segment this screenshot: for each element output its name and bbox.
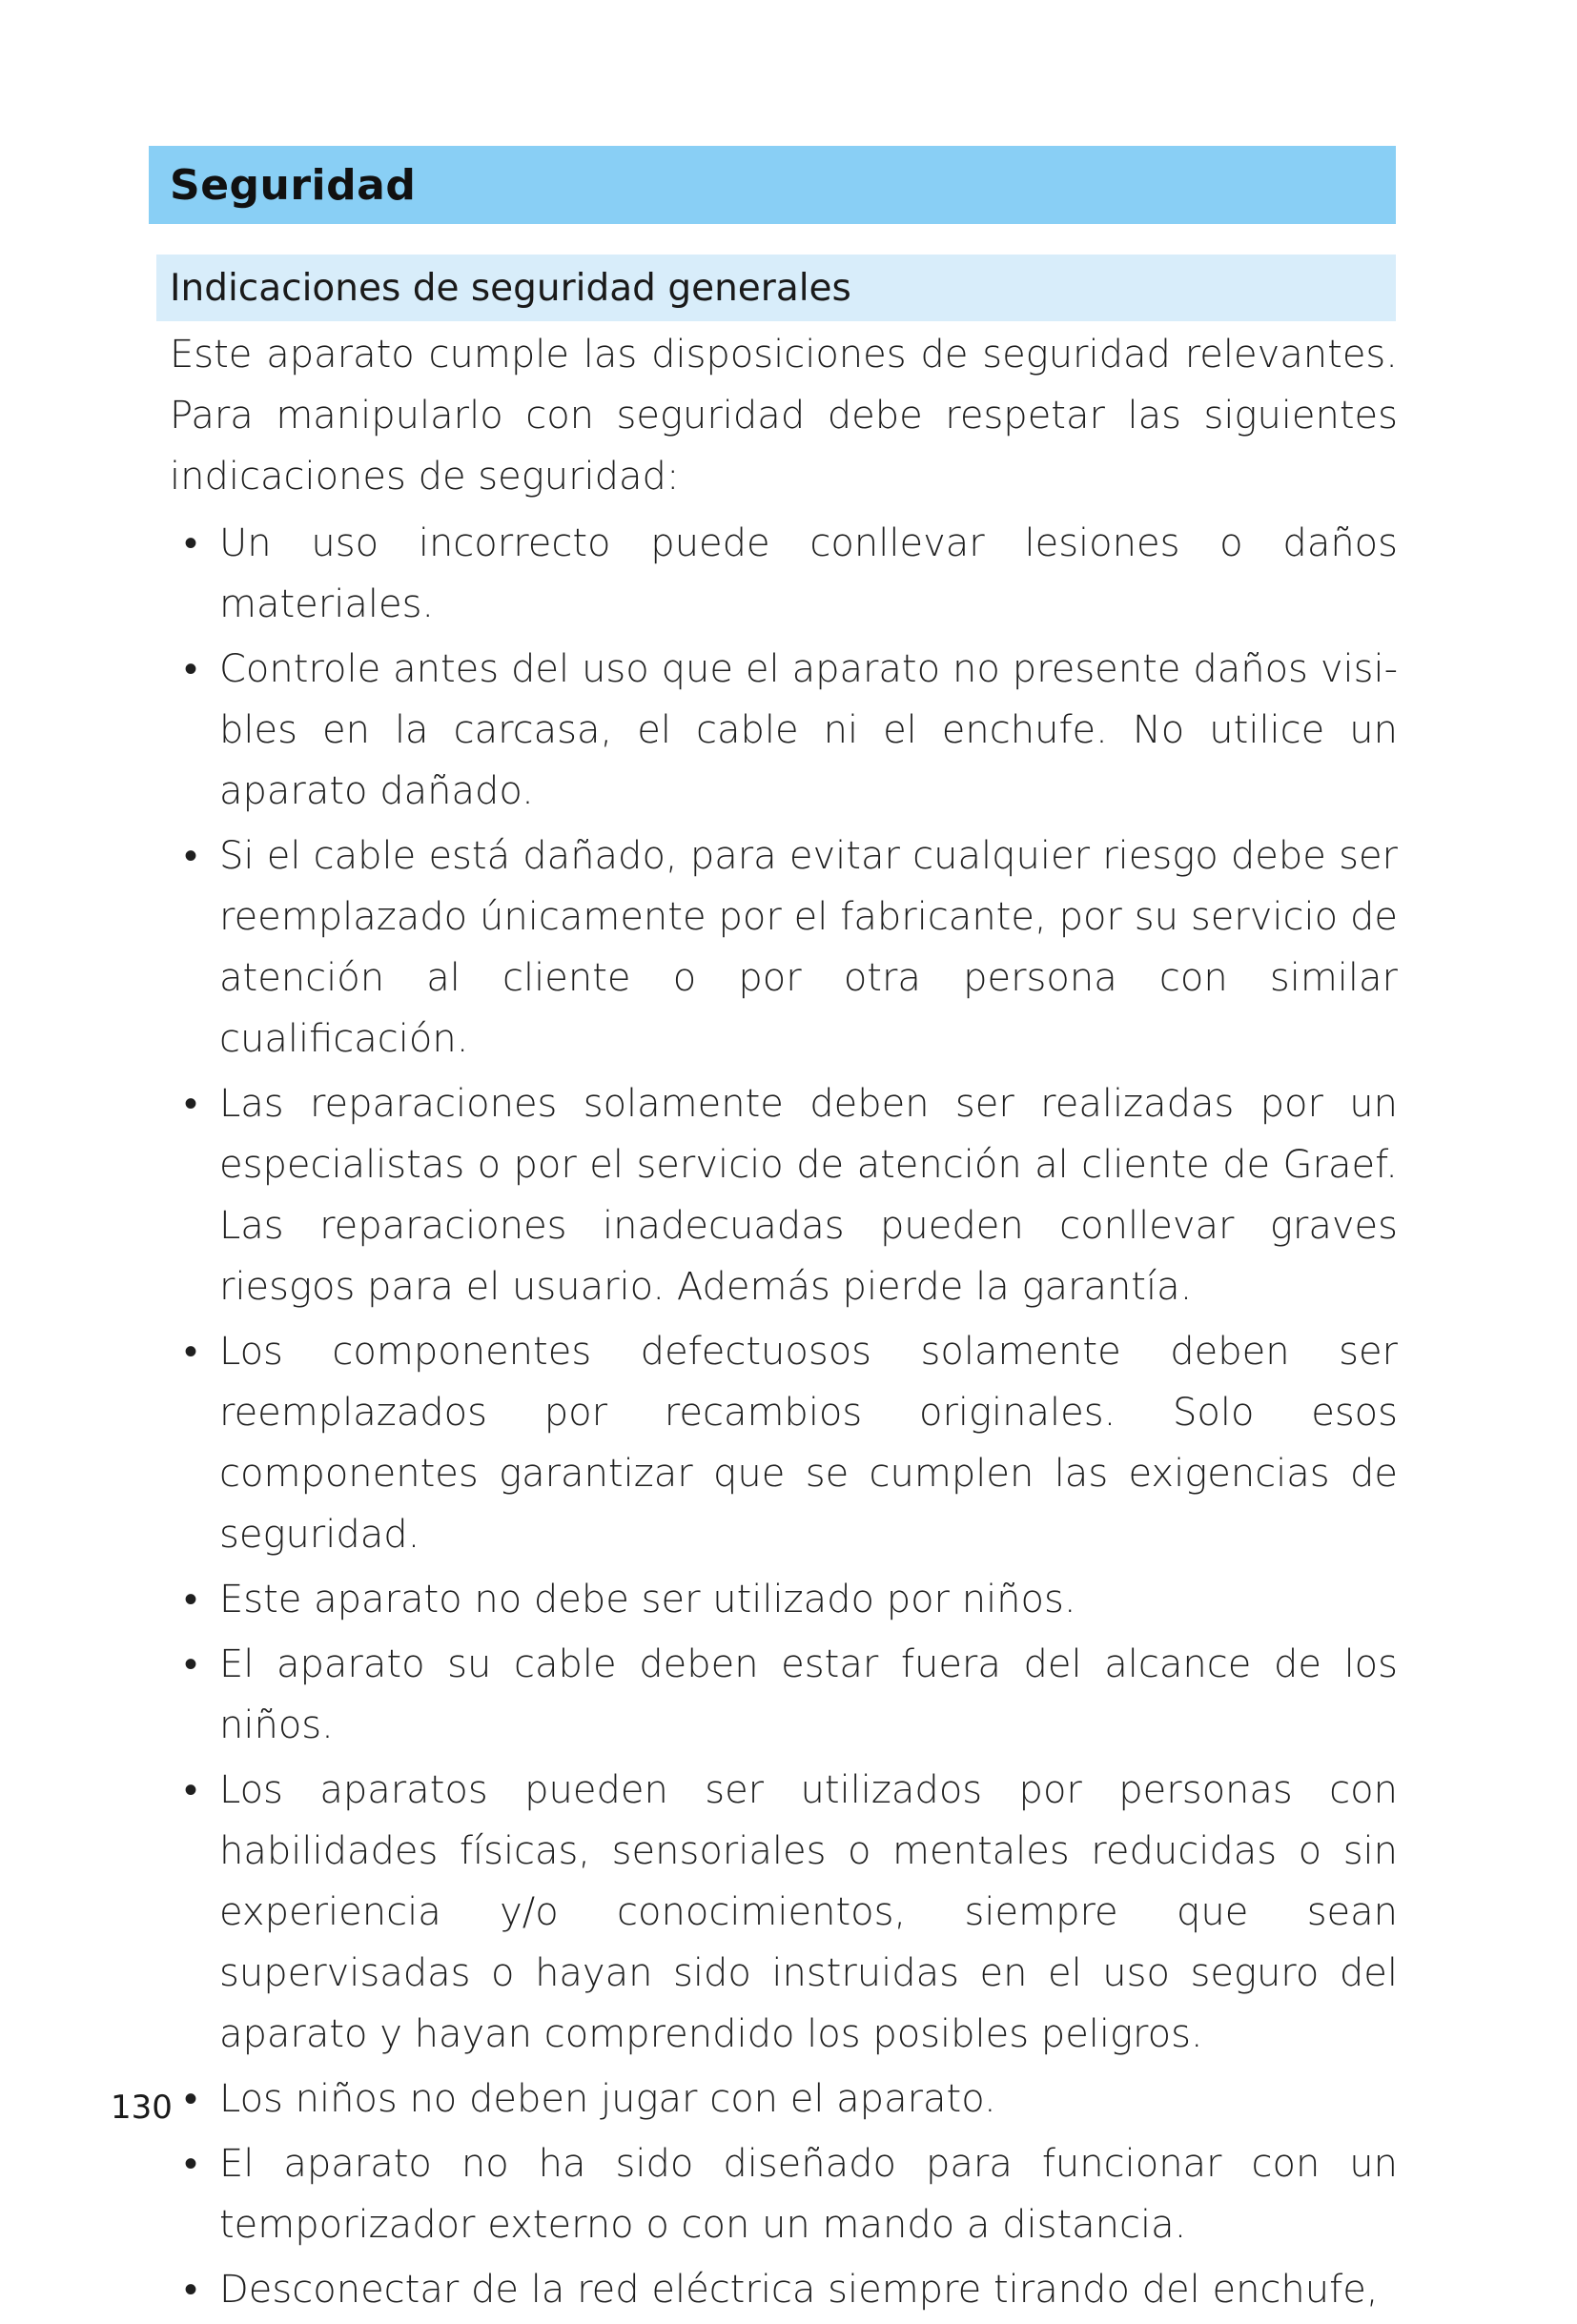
bullet-icon: • [183, 2077, 197, 2121]
subsection-title: Indicaciones de seguridad generales [170, 266, 851, 310]
list-item [170, 1634, 1398, 1756]
bullet-icon: • [183, 1082, 197, 1126]
page-number: 130 [111, 2089, 173, 2127]
list-item-text: Si el cable está dañado, para evitar cualquier riesgo debe ser reemplazado únicamente por el fabricante, por su servicio de atención al cliente o por otra persona con similar cualificación. [219, 834, 1398, 1061]
list-item-text: Un uso incorrecto puede conllevar lesiones o daños materiales. [219, 521, 1398, 626]
bullet-icon: • [183, 2268, 197, 2312]
list-item-text: Controle antes del uso que el aparato no presente daños visibles en la carcasa, el cable ni el enchufe. No utilice un aparato dañado. [219, 647, 1398, 813]
list-item [170, 1760, 1398, 2065]
bullet-icon: • [183, 647, 197, 691]
list-item [170, 2133, 1398, 2255]
list-item-text: El aparato no ha sido diseñado para funcionar con un temporizador externo o con un mando a distancia. [219, 2142, 1398, 2247]
list-item [170, 1073, 1398, 1317]
bullet-icon: • [183, 1768, 197, 1812]
list-item [170, 1321, 1398, 1565]
bullet-icon: • [183, 2142, 197, 2186]
section-title: Seguridad [170, 160, 417, 210]
list-item [170, 2069, 1398, 2130]
list-item-text: El aparato su cable deben estar fuera del alcance de los niños. [219, 1642, 1398, 1747]
list-item-text: Los aparatos pueden ser utilizados por personas con habilidades físicas, sensoriales o mentales reducidas o sin experiencia y/o conocimientos, siempre que sean supervisadas o hayan sido instruidas en el uso seguro del aparato y hayan comprendido los posibles peligros. [219, 1768, 1398, 2056]
list-item-text: Los niños no deben jugar con el aparato. [219, 2077, 996, 2121]
list-item [170, 2259, 1398, 2320]
subsection-header [156, 255, 1396, 321]
list-item-text: Desconectar de la red eléctrica siempre tirando del enchufe, [219, 2268, 1379, 2312]
list-item [170, 513, 1398, 635]
section-header [149, 146, 1396, 224]
bullet-icon: • [183, 1642, 197, 1686]
list-item-text: Este aparato no debe ser utilizado por niños. [219, 1578, 1076, 1621]
bullet-icon: • [183, 1578, 197, 1621]
list-item-text: Los componentes defectuosos solamente deben ser reemplazados por recambios originales. Solo esos componentes garantizar que se cumplen las exigencias de seguridad. [219, 1330, 1398, 1557]
list-item [170, 826, 1398, 1070]
bullet-icon: • [183, 521, 197, 565]
intro-paragraph: Este aparato cumple las disposiciones de seguridad relevantes. Para manipularlo con seguridad debe respetar las siguientes indicaciones de seguridad: [170, 333, 1398, 499]
bullet-icon: • [183, 1330, 197, 1374]
bullet-icon: • [183, 834, 197, 878]
list-item-text: Las reparaciones solamente deben ser realizadas por un especialistas o por el servicio de atención al cliente de Graef. Las reparaciones inadecuadas pueden conllevar graves riesgos para el usuario. Además pierde la garantía. [219, 1082, 1398, 1309]
list-item [170, 639, 1398, 822]
safety-list [170, 513, 1398, 2320]
safety-content [170, 324, 1398, 2324]
list-item [170, 1569, 1398, 1630]
